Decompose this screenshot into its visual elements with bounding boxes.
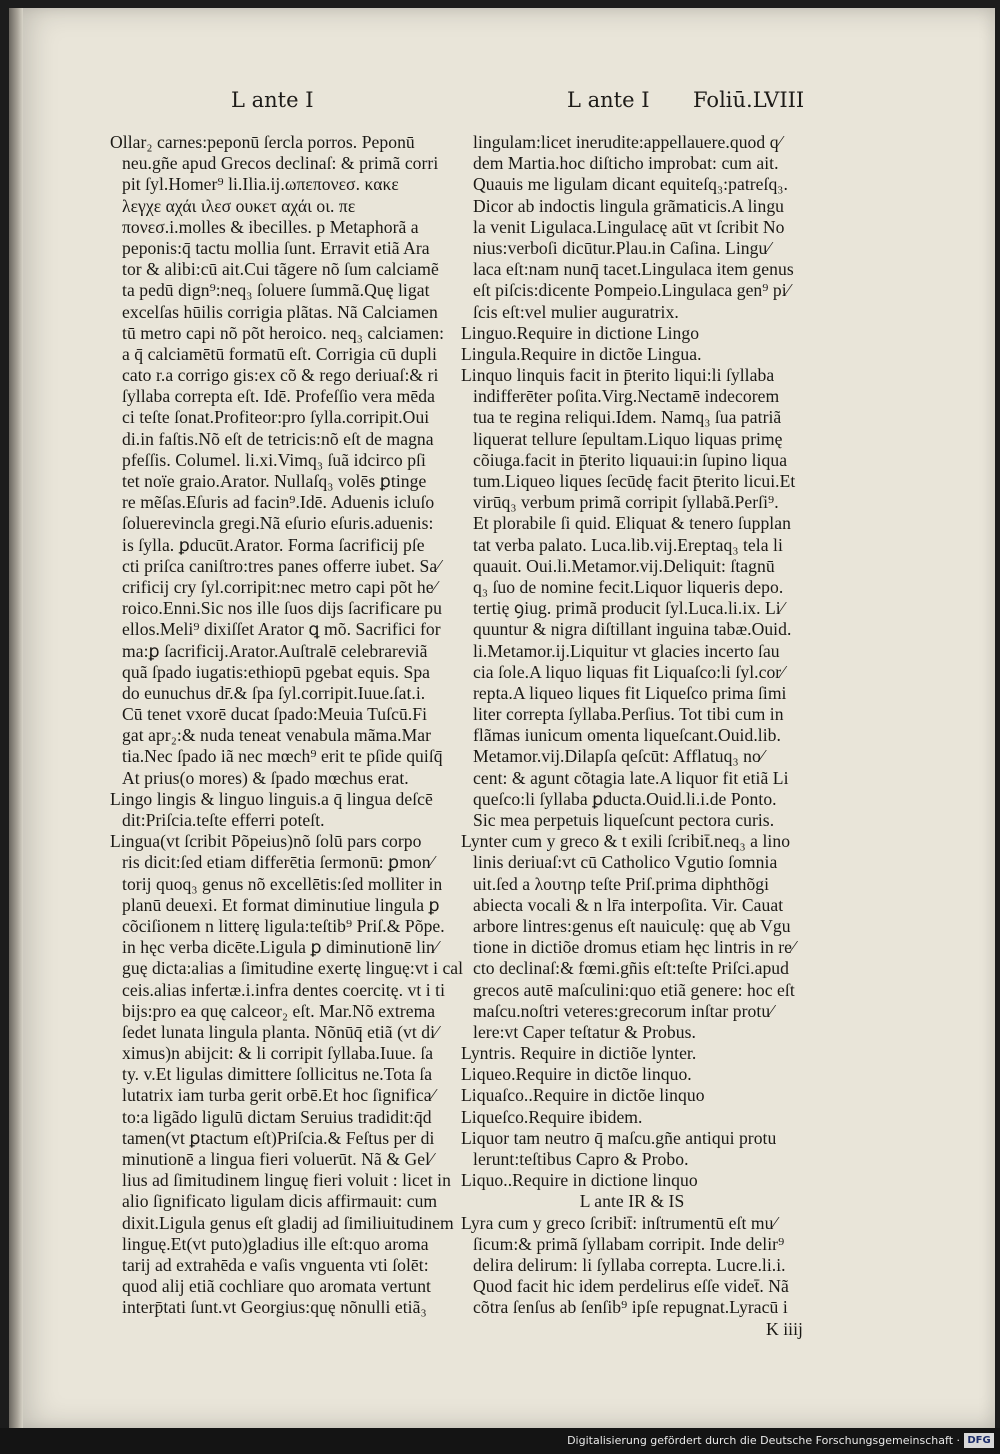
- text-line: Lingo lingis & linguo linguis.a q̄ lingua deſcē: [110, 788, 433, 809]
- book-page: [9, 8, 995, 1428]
- text-line: tua te regina reliqui.Idem. Namq₃ ſua patriã: [473, 407, 782, 428]
- text-line: ſcis eſt:vel mulier auguratrix.: [473, 301, 679, 322]
- text-line: do eunuchus dr̄.& ſpa ſyl.corripit.Iuue.ſat.i.: [122, 682, 426, 703]
- text-line: ma:ꝑ ſacrificij.Arator.Auſtralē celebrareviã: [122, 640, 428, 661]
- text-line: torij quoq₃ genus nõ excellētis:ſed molliter in: [122, 873, 443, 894]
- text-line: Cū tenet vxorē ducat ſpado:Meuia Tuſcū.Fi: [122, 704, 428, 725]
- binding-edge: [9, 8, 23, 1428]
- text-line: Liqueſco.Require ibidem.: [461, 1106, 643, 1127]
- header-left-letters: L ante I: [231, 88, 314, 112]
- text-line: nius:verboſi dicūtur.Plau.in Caſina. Lingu⁄: [473, 237, 771, 258]
- running-header: [9, 88, 995, 128]
- text-line: ris dicit:ſed etiam differētia ſermonū: ꝑmon⁄: [122, 852, 434, 873]
- text-line: grecos autē maſculini:quo etiã genere: hoc eſt: [473, 979, 795, 1000]
- text-line: cõciſionem n litterę ligula:teſtib⁹ Priſ.& Põpe.: [122, 915, 445, 936]
- text-line: abiecta vocali & n lr̄a interpoſita. Vir. Cauat: [473, 894, 784, 915]
- text-line: lutatrix iam turba gerit orbē.Et hoc ſignifica⁄: [122, 1085, 435, 1106]
- text-line: Lingula.Require in dictõe Lingua.: [461, 343, 702, 364]
- text-line: roico.Enni.Sic nos ille ſuos dijs ſacrificare pu: [122, 598, 442, 619]
- text-line: quuntur & nigra diſtillant inguina tabæ.Ouid.: [473, 619, 792, 640]
- text-line: Dicor ab indoctis lingula grãmaticis.A lingu: [473, 195, 785, 216]
- text-line: q₃ ſuo de nomine fecit.Liquor liqueris depo.: [473, 576, 784, 597]
- text-line: re mẽſas.Eſuris ad facin⁹.Idē. Aduenis icluſo: [122, 492, 435, 513]
- text-line: Liquor tam neutro q̄ maſcu.gñe antiqui protu: [461, 1127, 777, 1148]
- text-line: ci teſte ſonat.Profiteor:pro ſylla.corripit.Oui: [122, 407, 430, 428]
- right-text-column: [461, 132, 803, 1340]
- text-line: Quauis me ligulam dicant equiteſq₃:patreſq₃.: [473, 174, 788, 195]
- text-line: neu.gñe apud Grecos declinaſ: & primã corri: [122, 153, 439, 174]
- text-line: Metamor.vij.Dilapſa qeſcūt: Afflatuq₃ no⁄: [473, 746, 764, 767]
- text-line: Lynter cum y greco & t exili ſcribit̄.neq₃ a lino: [461, 831, 791, 852]
- text-line: Linquo linquis facit in p̄terito liqui:li ſyllaba: [461, 365, 775, 386]
- text-line: lingulam:licet inerudite:appellauere.quod q⁄: [473, 132, 782, 152]
- text-line: planū deuexi. Et format diminutiue lingula ꝑ: [122, 894, 440, 915]
- text-line: ellos.Meli⁹ dixiſſet Arator ꝗ mõ. Sacrifici for: [122, 619, 441, 640]
- text-line: cõiuga.facit in p̄terito liquaui:in ſupino liqua: [473, 449, 788, 470]
- text-line: λεγχε αχάι ιλεσ ουκετ αχάι οι. πε: [122, 195, 356, 216]
- text-line: ſoluerevincla gregi.Nã eſurio eſuris.aduenis:: [122, 513, 434, 534]
- text-line: ſicum:& primã ſyllabam corripit. Inde delir⁹: [473, 1233, 785, 1254]
- text-line: Linguo.Require in dictione Lingo: [461, 322, 700, 343]
- text-line: ceis.alias infertæ.i.infra dentes coercitę. vt i ti: [122, 979, 446, 1000]
- text-line: crificij cry ſyl.corripit:nec metro capi põt he⁄: [122, 576, 437, 597]
- section-heading: L ante IR & IS: [579, 1191, 685, 1212]
- text-line: eſt piſcis:dicente Pompeio.Lingulaca gen⁹ pi⁄: [473, 280, 790, 301]
- text-line: li.Metamor.ij.Liquitur vt glacies incerto ſau: [473, 640, 780, 661]
- text-line: liquerat tellure ſepultam.Liquo liquas primę: [473, 428, 783, 449]
- text-line: tione in dictiõe dromus etiam hęc lintris in re⁄: [473, 937, 795, 958]
- text-line: Liqueo.Require in dictõe linquo.: [461, 1064, 692, 1085]
- text-line: excelſas hūilis corrigia plãtas. Nã Calciamen: [122, 301, 438, 322]
- text-line: Liquo..Require in dictione linquo: [461, 1170, 698, 1191]
- text-line: ſedet lunata lingula planta. Nõnūq̄ etiã (vt di⁄: [122, 1021, 439, 1042]
- text-line: guę dicta:alias a ſimitudine exertę linguę:vt i cal: [122, 958, 464, 979]
- text-line: dixit.Ligula genus eſt gladij ad ſimiliuitudinem: [122, 1212, 454, 1233]
- folio-number: Foliū.LVIII: [693, 88, 805, 112]
- text-line: Lyntris. Require in dictiõe lynter.: [461, 1043, 697, 1064]
- text-line: lius ad ſimitudinem linguę fieri voluit : licet in: [122, 1170, 451, 1191]
- text-line: tia.Nec ſpado iã nec mœch⁹ erit te pſide quiſq̄: [122, 746, 443, 767]
- text-line: indifferēter poſita.Virg.Nectamē indecorem: [473, 386, 780, 407]
- text-line: uit.ſed a λουτηρ teſte Priſ.prima diphthõgi: [473, 873, 770, 894]
- text-line: ſyllaba correpta eſt. Idē. Profeſſio vera mēda: [122, 386, 435, 407]
- text-line: tamen(vt ꝑtactum eſt)Priſcia.& Feſtus per di: [122, 1127, 435, 1148]
- text-line: tat verba palato. Luca.lib.vij.Ereptaq₃ tela li: [473, 534, 783, 555]
- text-line: quauit. Oui.li.Metamor.vij.Deliquit: ſtagnū: [473, 555, 775, 576]
- text-line: cõtra ſenſus ab ſenſib⁹ ipſe repugnat.Lyracū i: [473, 1297, 788, 1318]
- text-line: Quod facit hic idem perdelirus eſſe videt̄. Nã: [473, 1276, 789, 1297]
- text-line: cato r.a corrigo gis:ex cõ & rego deriuaſ:& ri: [122, 365, 439, 386]
- signature-mark: K iiij: [766, 1318, 803, 1339]
- text-line: tertię ꝯiug. primã producit ſyl.Luca.li.ix. Li⁄: [473, 598, 784, 619]
- text-line: linis deriuaſ:vt cū Catholico Vgutio ſomnia: [473, 852, 778, 873]
- text-line: cent: & agunt cõtagia late.A liquor fit etiã Li: [473, 767, 789, 788]
- text-line: is ſylla. ꝑducūt.Arator. Forma ſacrificij pſe: [122, 534, 425, 555]
- text-line: ta pedū dign⁹:neq₃ ſoluere ſummã.Quę ligat: [122, 280, 430, 301]
- text-line: cia ſole.A liquo liquas fit Liquaſco:li ſyl.cor⁄: [473, 661, 785, 682]
- text-line: flãmas iunicum omenta liqueſcant.Ouid.lib.: [473, 725, 781, 746]
- text-line: di.in faſtis.Nõ eſt de tetricis:nõ eſt de magna: [122, 428, 434, 449]
- text-line: peponis:q̄ tactu mollia ſunt. Erravit etiã Ara: [122, 237, 430, 258]
- dfg-logo: DFG: [964, 1433, 994, 1448]
- text-line: alio ſignificato ligulam dicis affirmauit: cum: [122, 1191, 438, 1212]
- funding-notice: Digitalisierung gefördert durch die Deutsche Forschungsgemeinschaft ·: [567, 1434, 960, 1447]
- text-line: Liquaſco..Require in dictõe linquo: [461, 1085, 705, 1106]
- text-line: laca eſt:nam nunq̄ tacet.Lingulaca item genus: [473, 259, 794, 280]
- text-line: queſco:li ſyllaba ꝑducta.Ouid.li.i.de Ponto.: [473, 788, 777, 809]
- text-line: la venit Ligulaca.Lingulacę aūt vt ſcribit No: [473, 216, 785, 237]
- text-line: arbore lintres:genus eſt nauiculę: quę ab Vgu: [473, 915, 791, 936]
- text-line: linguę.Et(vt puto)gladius ille eſt:quo aroma: [122, 1233, 429, 1254]
- text-line: interp̄tati ſunt.vt Georgius:quę nõnulli etiã₃: [122, 1297, 427, 1318]
- text-line: dem Martia.hoc diſticho improbat: cum ait.: [473, 153, 779, 174]
- text-line: to:a ligãdo ligulū dictam Seruius tradidit:q̄d: [122, 1106, 432, 1127]
- text-line: cti priſca caniſtro:tres panes offerre iubet. Sa⁄: [122, 555, 441, 576]
- text-line: delira delirum: li ſyllaba correpta. Lucre.li.i.: [473, 1254, 786, 1275]
- text-line: liter correpta ſyllaba.Perſius. Tot tibi cum in: [473, 704, 784, 725]
- text-line: At prius(o mores) & ſpado mœchus erat.: [122, 767, 409, 788]
- text-line: tet noïe graio.Arator. Nullaſq₃ volēs ꝑtinge: [122, 471, 427, 491]
- text-line: pfeſſis. Columel. li.xi.Vimq₃ ſuã idcirco pſi: [122, 449, 426, 470]
- text-line: Et plorabile ſi quid. Eliquat & tenero ſupplan: [473, 513, 791, 534]
- text-line: repta.A liqueo liques fit Liqueſco prima ſimi: [473, 682, 787, 703]
- text-line: bijs:pro ea quę calceor₂ eſt. Mar.Nõ extrema: [122, 1000, 436, 1021]
- text-line: maſcu.noſtri veteres:grecorum inſtar protu⁄: [473, 1000, 774, 1021]
- text-line: virūq₃ verbum primã corripit ſyllabã.Perſi⁹.: [473, 492, 779, 513]
- text-line: quod alij etiã cochliare quo aromata vertunt: [122, 1276, 431, 1297]
- header-right-letters: L ante I: [567, 88, 650, 112]
- text-line: quã ſpado iugatis:ethiopū pgebat equis. Spa: [122, 661, 431, 682]
- text-line: in hęc verba dicēte.Ligula ꝑ diminutionē lin⁄: [122, 937, 438, 958]
- text-line: Ollar₂ carnes:peponū ſercla porros. Peponū: [110, 132, 415, 152]
- text-line: lere:vt Caper teſtatur & Probus.: [473, 1021, 696, 1042]
- text-line: gat apr₂:& nuda teneat venabula mãma.Mar: [122, 725, 432, 746]
- text-line: tor & alibi:cū ait.Cui tãgere nõ ſum calciamẽ: [122, 259, 439, 280]
- text-line: a q̄ calciamētū formatū eſt. Corrigia cū dupli: [122, 343, 437, 364]
- left-text-column: [110, 132, 464, 1319]
- text-line: tarij ad extrahēda e vaſis vnguenta vti ſolēt:: [122, 1254, 429, 1275]
- text-line: πονεσ.i.molles & ibecilles. p Metaphorã a: [122, 216, 419, 237]
- text-line: dit:Priſcia.teſte efferri poteſt.: [122, 810, 325, 830]
- text-line: Sic mea perpetuis liqueſcunt pectora curis.: [473, 810, 775, 830]
- text-line: ty. v.Et ligulas dimittere ſollicitus ne.Tota ſa: [122, 1064, 433, 1085]
- text-line: ximus)n abijcit: & li corripit ſyllaba.Iuue. ſa: [122, 1043, 434, 1064]
- text-line: minutionē a lingua fieri voluerūt. Nã & Gel⁄: [122, 1149, 433, 1169]
- text-line: tū metro capi nõ põt heroico. neq₃ calciamen:: [122, 322, 445, 343]
- text-line: Lingua(vt ſcribit Põpeius)nõ ſolū pars corpo: [110, 831, 422, 852]
- text-line: lerunt:teſtibus Capro & Probo.: [473, 1149, 689, 1169]
- text-line: tum.Liqueo liques ſecūdę facit p̄terito licui.Et: [473, 471, 796, 491]
- text-line: Lyra cum y greco ſcribit̄: inſtrumentū eſt mu⁄: [461, 1212, 777, 1233]
- text-line: pit ſyl.Homer⁹ li.Ilia.ij.ωπεπονεσ. κακε: [122, 174, 399, 195]
- text-line: cto declinaſ:& fœmi.gñis eſt:teſte Priſci.apud: [473, 958, 789, 979]
- footer-bar: [0, 1428, 1000, 1454]
